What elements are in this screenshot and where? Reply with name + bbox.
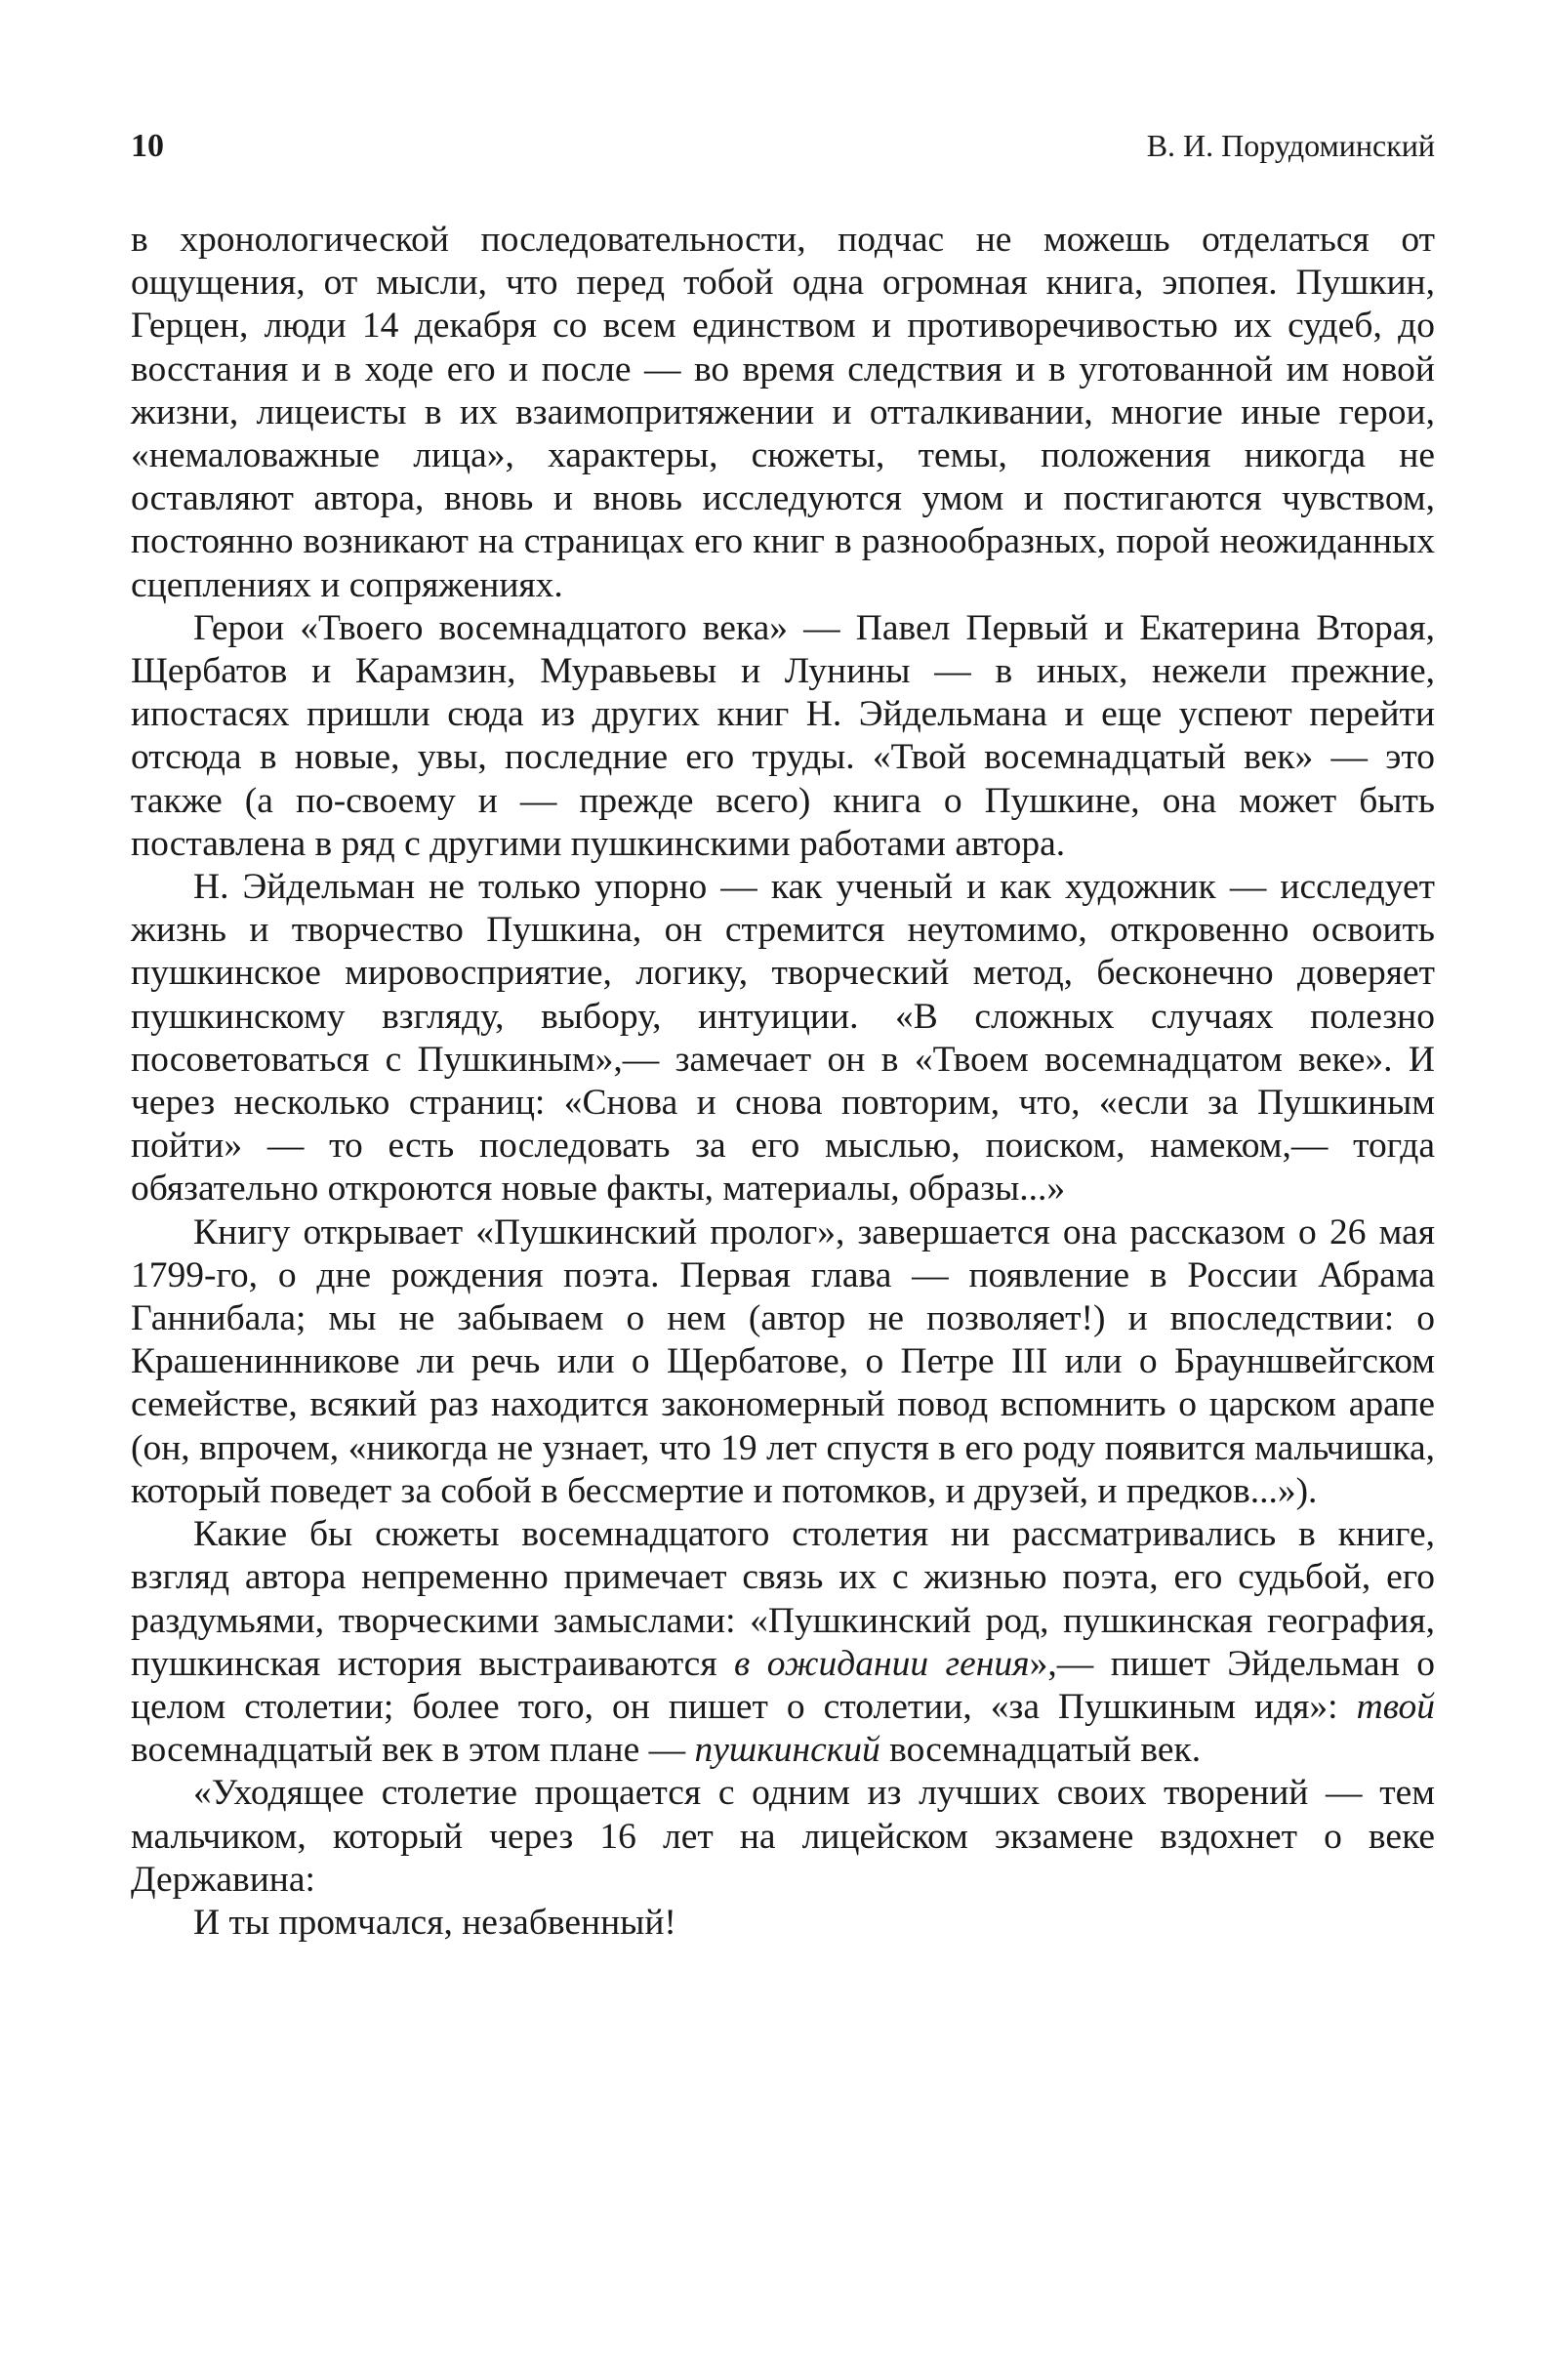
text-segment: в хронологической последовательности, подчас не можешь отделаться от ощущения, от мысли, что перед тобой одна огромная книга, эпопея. Пушкин, Герцен, люди 14 декабря со всем единством и противоречивостью их судеб, до восстания и в ходе его и после — во время следствия и в уготованной им новой жизни, лицеисты в их взаимопритяжении и отталкивании, многие иные герои, «немаловажные лица», характеры, сюжеты, темы, положения никогда не оставляют автора, вновь и вновь исследуются умом и постигаются чувством, постоянно возникают на страницах его книг в разнообразных, порой неожиданных сцеплениях и сопряжениях.: [131, 220, 1435, 605]
verse-line: И ты промчался, незабвенный!: [193, 1902, 676, 1943]
text-segment: восемнадцатый век в этом плане —: [131, 1730, 695, 1771]
running-head: В. И. Порудоминский: [1146, 128, 1435, 163]
paragraph: [131, 607, 1435, 866]
text-segment: «Уходящее столетие прощается с одним из лучших своих творений — тем мальчиком, который через 16 лет на лицейском экзамене вздохнет о веке Державина:: [131, 1773, 1435, 1900]
paragraph: [131, 866, 1435, 1211]
text-segment: Герои «Твоего восемнадцатого века» — Павел Первый и Екатерина Вторая, Щербатов и Карамзин, Муравьевы и Лунины — в иных, нежели прежние, ипостасях пришли сюда из других книг Н. Эйдельмана и еще успеют перейти отсюда в новые, увы, последние его труды. «Твой восемнадцатый век» — это также (а по-своему и — прежде всего) книга о Пушкине, она может быть поставлена в ряд с другими пушкинскими работами автора.: [131, 607, 1435, 864]
italic-segment: в ожидании гения: [734, 1643, 1030, 1684]
text-segment: »,— пишет Эйдельман о целом столетии; более того, он пишет о столетии, «за Пушкиным идя»:: [131, 1643, 1435, 1727]
text-segment: Книгу открывает «Пушкинский пролог», завершается она рассказом о 26 мая 1799-го, о дне рождения поэта. Первая глава — появление в России Абрама Ганнибала; мы не забываем о нем (автор не позволяет!) и впоследствии: о Крашенинникове ли речь или о Щербатове, о Петре III или о Брауншвейгском семействе, всякий раз находится закономерный повод вспомнить о царском арапе (он, впрочем, «никогда не узнает, что 19 лет спустя в его роду появится мальчишка, который поведет за собой в бессмертие и потомков, и друзей, и предков...»).: [131, 1211, 1435, 1511]
paragraph: [131, 219, 1435, 607]
paragraph: [131, 1513, 1435, 1772]
text-segment: восемнадцатый век.: [879, 1730, 1202, 1771]
paragraph: [131, 1772, 1435, 1902]
page-number: 10: [131, 128, 164, 164]
italic-segment: пушкинский: [694, 1730, 880, 1771]
text-segment: Н. Эйдельман не только упорно — как ученый и как художник — исследует жизнь и творчество Пушкина, он стремится неутомимо, откровенно освоить пушкинское мировосприятие, логику, творческий метод, бесконечно доверяет пушкинскому взгляду, выбору, интуиции. «В сложных случаях полезно посоветоваться с Пушкиным»,— замечает он в «Твоем восемнадцатом веке». И через несколько страниц: «Снова и снова повторим, что, «если за Пушкиным пойти» — то есть последовать за его мыслью, поиском, намеком,— тогда обязательно откроются новые факты, материалы, образы...»: [131, 867, 1435, 1210]
paragraph: [131, 1211, 1435, 1513]
body-text: [131, 219, 1435, 1945]
italic-segment: твой: [1356, 1686, 1435, 1727]
text-segment: Какие бы сюжеты восемнадцатого столетия ни рассматривались в книге, взгляд автора непременно примечает связь их с жизнью поэта, его судьбой, его раздумьями, творческими замыслами: «Пушкинский род, пушкинская география, пушкинская история выстраиваются: [131, 1514, 1435, 1684]
page-header: [131, 128, 1435, 177]
